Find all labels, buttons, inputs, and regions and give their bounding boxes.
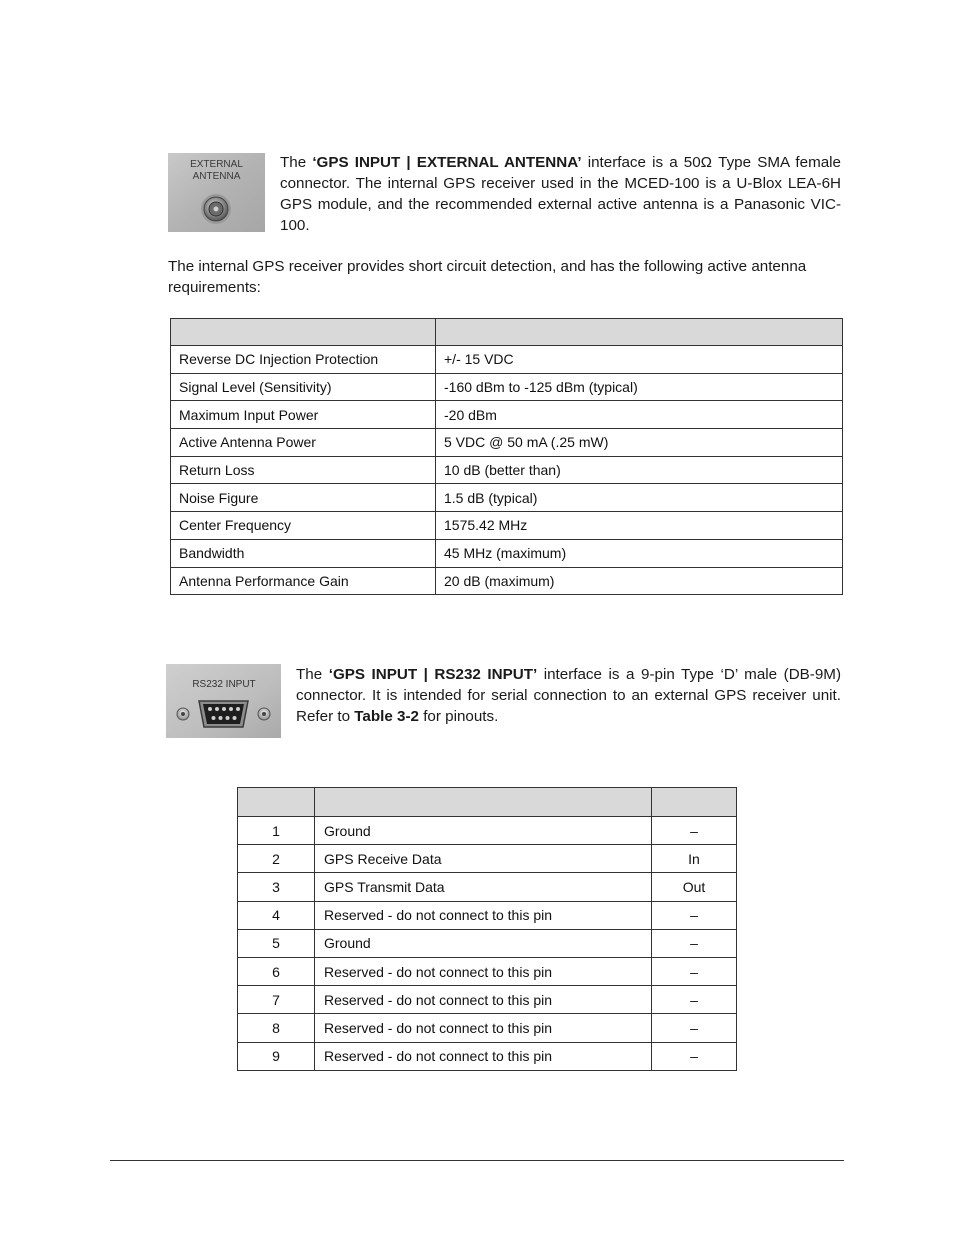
- value-cell: -160 dBm to -125 dBm (typical): [436, 373, 843, 401]
- pin-direction-cell: Out: [652, 873, 737, 901]
- pin-number-cell: 5: [238, 929, 315, 957]
- pin-direction-cell: –: [652, 817, 737, 845]
- rs232-pinout-table: [237, 787, 737, 1071]
- table-reference: Table 3-2: [354, 708, 419, 725]
- pin-description-cell: Ground: [315, 817, 652, 845]
- value-cell: 1.5 dB (typical): [436, 484, 843, 512]
- pin-direction-cell: –: [652, 986, 737, 1014]
- param-cell: Reverse DC Injection Protection: [171, 346, 436, 374]
- table-row: [171, 346, 843, 374]
- rs232-input-photo: [166, 664, 281, 738]
- pin-description-cell: Reserved - do not connect to this pin: [315, 957, 652, 985]
- table-header-cell: [171, 319, 436, 346]
- photo-label-rs232: RS232 INPUT: [192, 679, 256, 690]
- table-header-cell: [436, 319, 843, 346]
- value-cell: 45 MHz (maximum): [436, 539, 843, 567]
- table-row: [171, 512, 843, 540]
- external-antenna-photo: [168, 153, 265, 232]
- param-cell: Signal Level (Sensitivity): [171, 373, 436, 401]
- value-cell: -20 dBm: [436, 401, 843, 429]
- table-row: [238, 1042, 737, 1070]
- value-cell: +/- 15 VDC: [436, 346, 843, 374]
- pin-number-cell: 7: [238, 986, 315, 1014]
- sma-connector-image: [168, 153, 265, 232]
- table-row: [171, 539, 843, 567]
- pin-description-cell: Reserved - do not connect to this pin: [315, 986, 652, 1014]
- value-cell: 20 dB (maximum): [436, 567, 843, 595]
- table-header-cell: [652, 788, 737, 817]
- pin-number-cell: 6: [238, 957, 315, 985]
- pin-direction-cell: –: [652, 1042, 737, 1070]
- pin-number-cell: 4: [238, 901, 315, 929]
- table-row: [171, 373, 843, 401]
- footer-divider: [110, 1160, 844, 1161]
- table-row: [238, 817, 737, 845]
- param-cell: Return Loss: [171, 456, 436, 484]
- table-header-row: [238, 788, 737, 817]
- pin-description-cell: Ground: [315, 929, 652, 957]
- table-row: [238, 1014, 737, 1042]
- value-cell: 1575.42 MHz: [436, 512, 843, 540]
- photo-label-external: EXTERNAL: [190, 159, 243, 170]
- table-row: [171, 567, 843, 595]
- table-row: [238, 901, 737, 929]
- table-row: [171, 401, 843, 429]
- table-header-row: [171, 319, 843, 346]
- external-antenna-description: The ‘GPS INPUT | EXTERNAL ANTENNA’ interface is a 50Ω Type SMA female connector. The internal GPS receiver used in the MCED-100 is a U-Blox LEA-6H GPS module, and the recommended external active antenna is a Panasonic VIC-100.: [280, 154, 841, 234]
- pin-description-cell: GPS Transmit Data: [315, 873, 652, 901]
- table-row: [238, 957, 737, 985]
- value-cell: 10 dB (better than): [436, 456, 843, 484]
- pin-description-cell: Reserved - do not connect to this pin: [315, 901, 652, 929]
- pin-direction-cell: –: [652, 929, 737, 957]
- external-antenna-interface-name: ‘GPS INPUT | EXTERNAL ANTENNA’: [312, 154, 582, 171]
- table-row: [238, 929, 737, 957]
- rs232-input-description: The ‘GPS INPUT | RS232 INPUT’ interface is a 9-pin Type ‘D’ male (DB-9M) connector. It is intended for serial connection to an external GPS receiver unit. Refer to Table 3-2 for pinouts.: [296, 666, 841, 725]
- pin-direction-cell: In: [652, 845, 737, 873]
- pin-description-cell: Reserved - do not connect to this pin: [315, 1042, 652, 1070]
- table-row: [171, 456, 843, 484]
- table-row: [238, 986, 737, 1014]
- antenna-requirements-table: [170, 318, 843, 595]
- param-cell: Maximum Input Power: [171, 401, 436, 429]
- pin-number-cell: 3: [238, 873, 315, 901]
- pin-direction-cell: –: [652, 957, 737, 985]
- pin-description-cell: GPS Receive Data: [315, 845, 652, 873]
- pin-direction-cell: –: [652, 901, 737, 929]
- table-header-cell: [238, 788, 315, 817]
- table-row: [171, 429, 843, 457]
- db9-connector-image: [166, 664, 281, 738]
- param-cell: Antenna Performance Gain: [171, 567, 436, 595]
- param-cell: Noise Figure: [171, 484, 436, 512]
- pin-number-cell: 8: [238, 1014, 315, 1042]
- param-cell: Center Frequency: [171, 512, 436, 540]
- table-row: [238, 873, 737, 901]
- rs232-interface-name: ‘GPS INPUT | RS232 INPUT’: [328, 666, 538, 683]
- param-cell: Active Antenna Power: [171, 429, 436, 457]
- photo-label-antenna: ANTENNA: [192, 171, 241, 182]
- param-cell: Bandwidth: [171, 539, 436, 567]
- table-row: [238, 845, 737, 873]
- pin-number-cell: 1: [238, 817, 315, 845]
- pin-number-cell: 9: [238, 1042, 315, 1070]
- table-header-cell: [315, 788, 652, 817]
- value-cell: 5 VDC @ 50 mA (.25 mW): [436, 429, 843, 457]
- pin-direction-cell: –: [652, 1014, 737, 1042]
- requirements-intro: The internal GPS receiver provides short circuit detection, and has the following active antenna requirements:: [168, 258, 807, 296]
- table-row: [171, 484, 843, 512]
- pin-number-cell: 2: [238, 845, 315, 873]
- pin-description-cell: Reserved - do not connect to this pin: [315, 1014, 652, 1042]
